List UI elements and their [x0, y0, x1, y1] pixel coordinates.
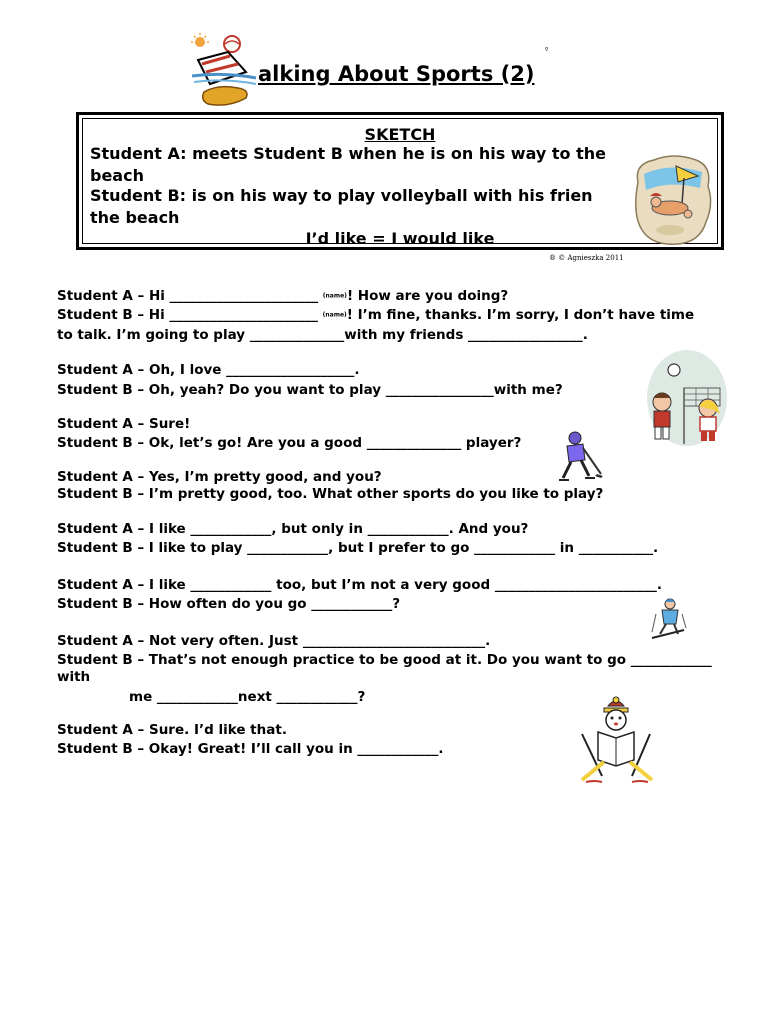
- skier-icon: [648, 596, 688, 640]
- volleyball-kids-icon: [644, 348, 730, 448]
- corner-mark: º: [545, 46, 549, 54]
- dialogue-line-11: Student B – I like to play ____________, but I prefer to go ____________ in ___________.: [57, 540, 659, 556]
- dialogue-line-16: with: [57, 669, 91, 685]
- sketch-line-3: Student B: is on his way to play volleyball with his frien: [90, 186, 593, 205]
- dialogue-line-7: Student B – Ok, let’s go! Are you a good ______________ player?: [57, 435, 522, 451]
- dialogue-line-12: Student A – I like ____________ too, but I’m not a very good ________________________.: [57, 577, 662, 593]
- dialogue-line-5: Student B – Oh, yeah? Do you want to play ________________with me?: [57, 382, 563, 398]
- copyright-note: ® © Agnieszka 2011: [549, 254, 624, 262]
- dialogue-line-3: to talk. I’m going to play ______________with my friends _________________.: [57, 327, 588, 343]
- dialogue-line-4: Student A – Oh, I love ___________________.: [57, 362, 360, 378]
- dialogue-line-14: Student A – Not very often. Just ___________________________.: [57, 633, 491, 649]
- dialogue-line-13: Student B – How often do you go ____________?: [57, 596, 401, 612]
- dialogue-line-18: Student A – Sure. I’d like that.: [57, 722, 287, 738]
- sketch-heading: SKETCH: [364, 125, 436, 144]
- sketch-line-2: beach: [90, 166, 144, 185]
- dialogue-line-6: Student A – Sure!: [57, 416, 191, 432]
- sketch-note: I’d like = I would like: [305, 229, 495, 248]
- beach-sunbathing-icon: [630, 152, 716, 248]
- sketch-box: [76, 112, 724, 250]
- dialogue-line-17: me ____________next ____________?: [129, 689, 366, 705]
- dialogue-line-8: Student A – Yes, I’m pretty good, and you?: [57, 469, 382, 485]
- dialogue-line-19: Student B – Okay! Great! I’ll call you in ____________.: [57, 741, 444, 757]
- beach-sailboat-logo-icon: [188, 32, 260, 110]
- sketch-line-4: the beach: [90, 208, 180, 227]
- dialogue-line-10: Student A – I like ____________, but only in ____________. And you?: [57, 521, 529, 537]
- sketch-line-1: Student A: meets Student B when he is on his way to the: [90, 144, 606, 163]
- sketch-box-inner-border: [82, 118, 718, 248]
- dialogue-line-9: Student B – I’m pretty good, too. What other sports do you like to play?: [57, 486, 604, 502]
- dialogue-line-2: Student B – Hi ______________________ (name)! I’m fine, thanks. I’m sorry, I don’t have time: [57, 307, 695, 323]
- dialogue-line-1: Student A – Hi ______________________ (name)! How are you doing?: [57, 288, 509, 304]
- hockey-player-icon: [553, 430, 605, 486]
- skier-reading-map-icon: [574, 696, 660, 784]
- dialogue-line-15: Student B – That’s not enough practice to be good at it. Do you want to go ____________: [57, 652, 712, 668]
- page-title: alking About Sports (2): [258, 62, 535, 86]
